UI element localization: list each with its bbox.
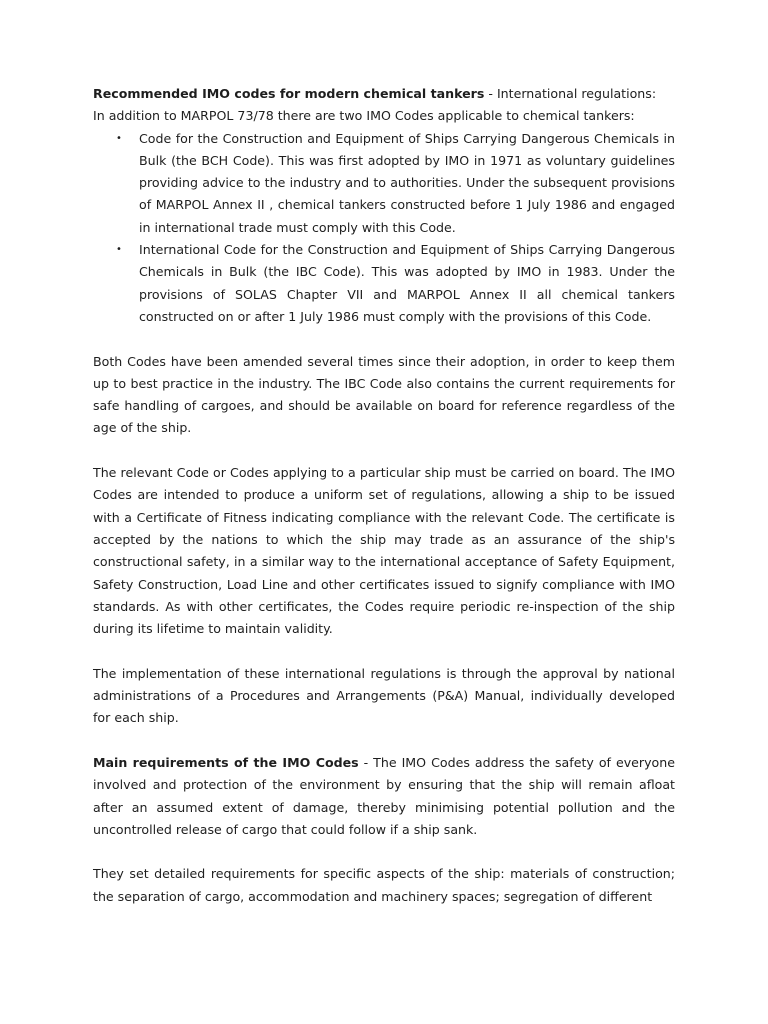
list-item-text: International Code for the Construction and Equipment of Ships Carrying Dangerous Chemicals in Bulk (the IBC Code). This was adopted by IMO in 1983. Under the provisions of SOLAS Chapter VII and MARPOL Annex II all chemical tankers constructed on or after 1 July 1986 must comply with the provisions of this Code. [139, 242, 675, 324]
list-item [116, 239, 675, 328]
main-requirements-heading: Main requirements of the IMO Codes [93, 754, 359, 770]
intro-heading-tail: - International regulations: [484, 86, 657, 101]
bullet-icon: • [116, 132, 122, 144]
paragraph-detailed-requirements: They set detailed requirements for specific aspects of the ship: materials of construction; the separation of cargo, accommodation and machinery spaces; segregation of different [93, 866, 675, 904]
list-item [116, 128, 675, 239]
main-requirements-text: - The IMO Codes address the safety of everyone involved and protection of the environment by ensuring that the ship will remain afloat after an assumed extent of damage, thereby minimising potential pollution and the uncontrolled release of cargo that could follow if a ship sank. [93, 754, 675, 837]
paragraph-amendments: Both Codes have been amended several times since their adoption, in order to keep them up to best practice in the industry. The IBC Code also contains the current requirements for safe handling of cargoes, and should be available on board for reference regardless of the age of the ship. [93, 353, 675, 436]
paragraph-main-requirements [93, 752, 675, 841]
paragraph-certificate: The relevant Code or Codes applying to a particular ship must be carried on board. The IMO Codes are intended to produce a uniform set of regulations, allowing a ship to be issued with a Certificate of Fitness indicating compliance with the relevant Code. The certificate is accepted by the nations to which the ship may trade as an assurance of the ship's constructional safety, in a similar way to the international acceptance of Safety Equipment, Safety Construction, Load Line and other certificates issued to signify compliance with IMO standards. As with other certificates, the Codes require periodic re-inspection of the ship during its lifetime to maintain validity. [93, 465, 675, 637]
intro-heading: Recommended IMO codes for modern chemical tankers [93, 86, 485, 101]
bullet-icon: • [116, 244, 122, 256]
list-item-text: Code for the Construction and Equipment of Ships Carrying Dangerous Chemicals in Bulk (the BCH Code). This was first adopted by IMO in 1971 as voluntary guidelines providing advice to the industry and to authorities. Under the subsequent provisions of MARPOL Annex II , chemical tankers constructed before 1 July 1986 and engaged in international trade must comply with this Code. [139, 130, 675, 235]
intro-paragraph [93, 83, 675, 128]
codes-list [93, 128, 675, 329]
paragraph-implementation: The implementation of these international regulations is through the approval by national administrations of a Procedures and Arrangements (P&A) Manual, individually developed for each ship. [93, 665, 675, 726]
intro-line: In addition to MARPOL 73/78 there are two IMO Codes applicable to chemical tankers: [93, 108, 635, 124]
